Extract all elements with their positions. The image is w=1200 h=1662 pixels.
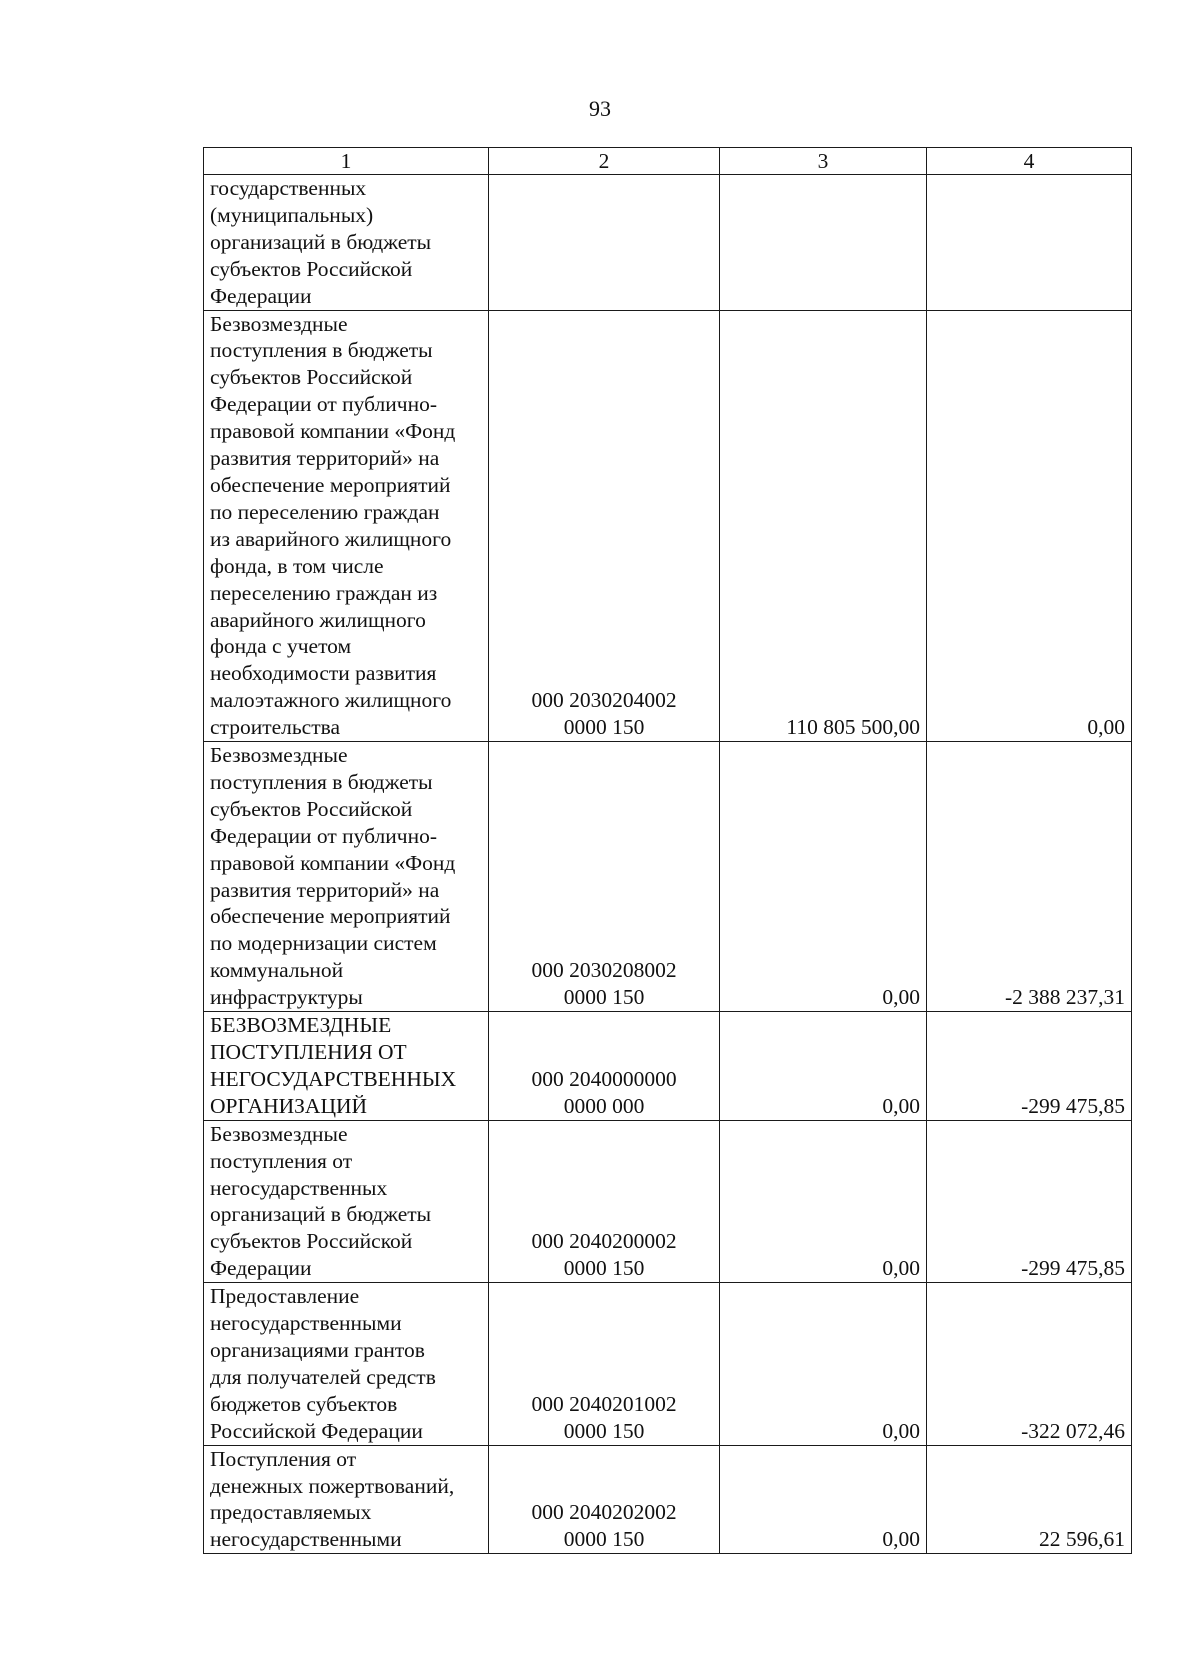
- row-col4-cell: -322 072,46: [927, 1283, 1132, 1445]
- row-col3-cell: 0,00: [720, 742, 927, 1012]
- budget-table: [203, 147, 1132, 1554]
- row-col4-cell: -299 475,85: [927, 1012, 1132, 1121]
- row-col3-cell: 110 805 500,00: [720, 310, 927, 742]
- row-code-cell: 000 2030204002 0000 150: [489, 310, 720, 742]
- row-col4-cell: -2 388 237,31: [927, 742, 1132, 1012]
- row-code-cell: 000 2040202002 0000 150: [489, 1445, 720, 1554]
- column-header-3: 3: [720, 148, 927, 175]
- row-name-cell: Безвозмездные поступления в бюджеты субъектов Российской Федерации от публично- правовой компании «Фонд развития территорий» на обеспечение мероприятий по модернизации систем коммунальной инфраструктуры: [204, 742, 489, 1012]
- column-header-4: 4: [927, 148, 1132, 175]
- column-header-1: 1: [204, 148, 489, 175]
- table-row: [204, 310, 1132, 742]
- row-name-cell: Безвозмездные поступления от негосударственных организаций в бюджеты субъектов Российской Федерации: [204, 1120, 489, 1282]
- row-code-cell: 000 2040200002 0000 150: [489, 1120, 720, 1282]
- table-header-row: [204, 148, 1132, 175]
- row-col3-cell: [720, 175, 927, 311]
- table-row: [204, 1283, 1132, 1445]
- table-row: [204, 1012, 1132, 1121]
- row-name-cell: государственных (муниципальных) организаций в бюджеты субъектов Российской Федерации: [204, 175, 489, 311]
- row-col3-cell: 0,00: [720, 1283, 927, 1445]
- row-col3-cell: 0,00: [720, 1012, 927, 1121]
- table-row: [204, 1445, 1132, 1554]
- page-number: 93: [589, 96, 611, 121]
- row-code-cell: 000 2030208002 0000 150: [489, 742, 720, 1012]
- table-row: [204, 742, 1132, 1012]
- row-col3-cell: 0,00: [720, 1120, 927, 1282]
- table-row: [204, 1120, 1132, 1282]
- row-name-cell: Поступления от денежных пожертвований, предоставляемых негосударственными: [204, 1445, 489, 1554]
- row-col4-cell: 22 596,61: [927, 1445, 1132, 1554]
- row-col4-cell: [927, 175, 1132, 311]
- row-name-cell: Предоставление негосударственными организациями грантов для получателей средств бюджетов субъектов Российской Федерации: [204, 1283, 489, 1445]
- row-col3-cell: 0,00: [720, 1445, 927, 1554]
- column-header-2: 2: [489, 148, 720, 175]
- row-col4-cell: 0,00: [927, 310, 1132, 742]
- row-code-cell: [489, 175, 720, 311]
- row-name-cell: БЕЗВОЗМЕЗДНЫЕ ПОСТУПЛЕНИЯ ОТ НЕГОСУДАРСТВЕННЫХ ОРГАНИЗАЦИЙ: [204, 1012, 489, 1121]
- row-code-cell: 000 2040000000 0000 000: [489, 1012, 720, 1121]
- row-col4-cell: -299 475,85: [927, 1120, 1132, 1282]
- row-name-cell: Безвозмездные поступления в бюджеты субъектов Российской Федерации от публично- правовой компании «Фонд развития территорий» на обеспечение мероприятий по переселению граждан из аварийного жилищного фонда, в том числе переселению граждан из аварийного жилищного фонда с учетом необходимости развития малоэтажного жилищного строительства: [204, 310, 489, 742]
- row-code-cell: 000 2040201002 0000 150: [489, 1283, 720, 1445]
- table-row: [204, 175, 1132, 311]
